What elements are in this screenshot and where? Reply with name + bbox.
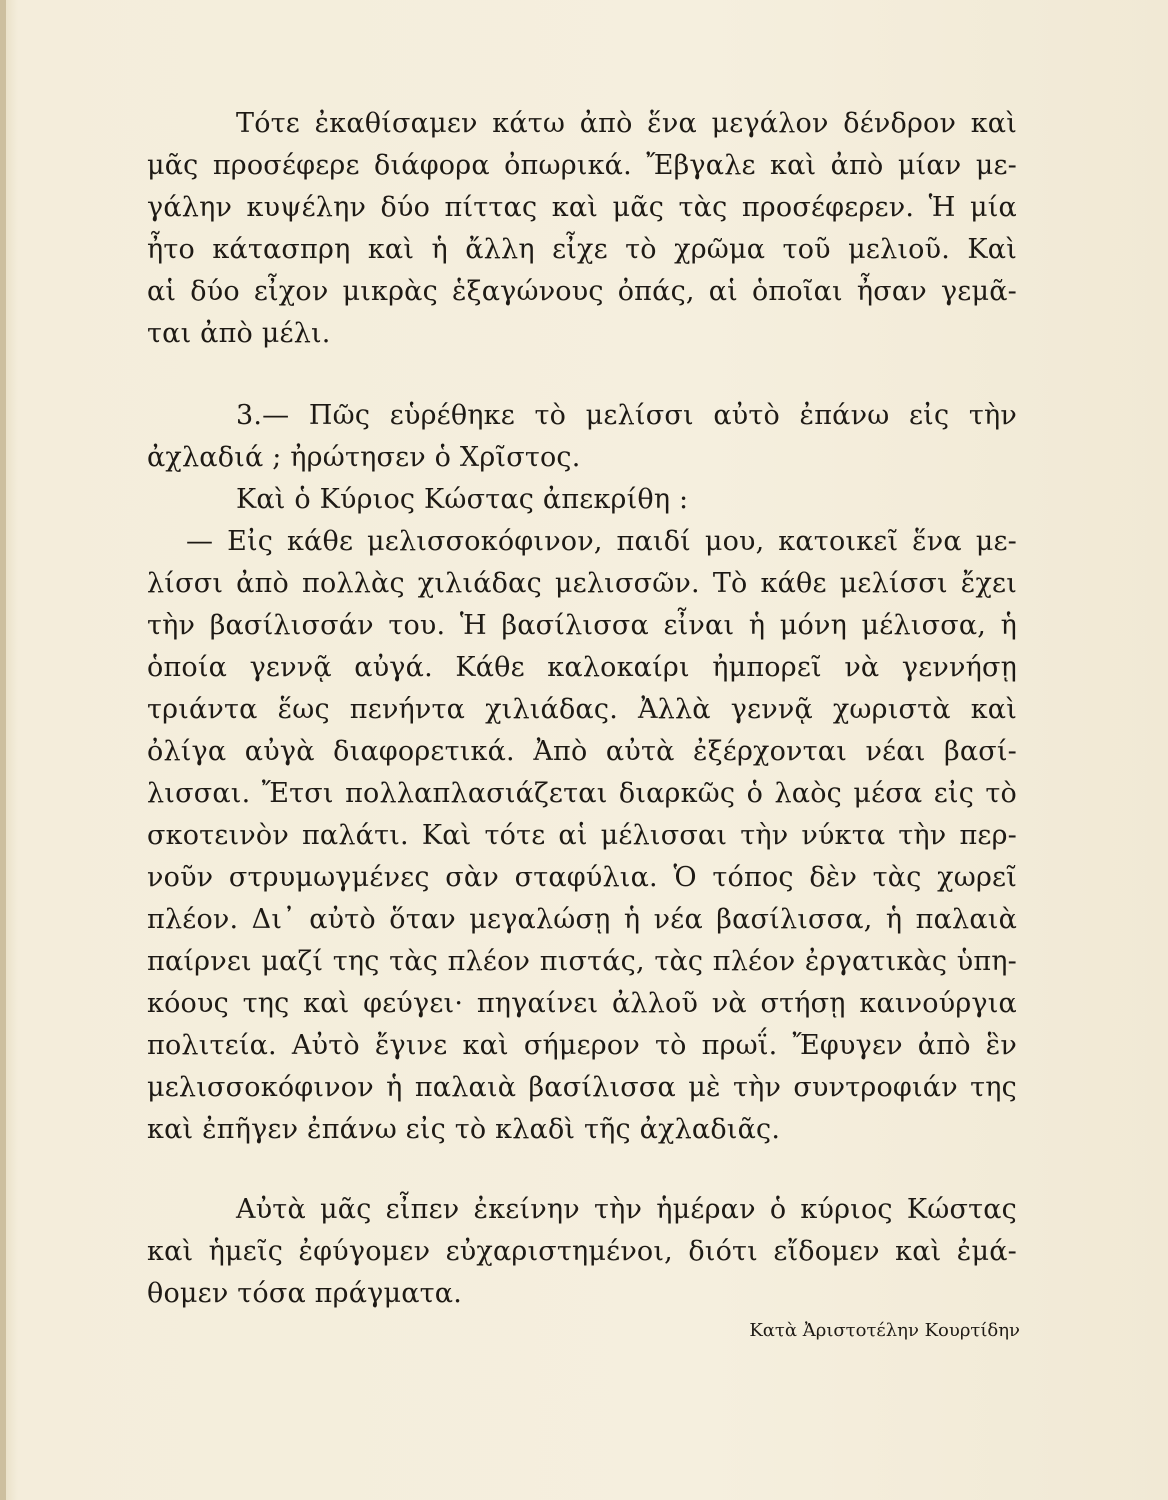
text-line: σκοτεινὸν παλάτι. Καὶ τότε αἱ μέλισσαι τὴν νύκτα τὴν περ-: [147, 820, 1017, 851]
text-line: τριάντα ἕως πενήντα χιλιάδας. Ἀλλὰ γεννᾷ χωριστὰ καὶ: [147, 694, 1017, 725]
text-line: ται ἀπὸ μέλι.: [147, 318, 331, 349]
text-line: ὀλίγα αὐγὰ διαφορετικά. Ἀπὸ αὐτὰ ἐξέρχονται νέαι βασί-: [147, 736, 1017, 767]
text-line: γάλην κυψέλην δύο πίττας καὶ μᾶς τὰς προσέφερεν. Ἡ μία: [147, 192, 1017, 223]
author-attribution: Κατὰ Ἀριστοτέλην Κουρτίδην: [749, 1320, 1020, 1341]
text-line: καὶ ἐπῆγεν ἐπάνω εἰς τὸ κλαδὶ τῆς ἀχλαδιᾶς.: [147, 1114, 781, 1145]
text-line: πολιτεία. Αὐτὸ ἔγινε καὶ σήμερον τὸ πρωΐ. Ἔφυγεν ἀπὸ ἓν: [147, 1030, 1017, 1061]
page-binding-edge: [0, 0, 6, 1500]
text-line: πλέον. Δι᾽ αὐτὸ ὅταν μεγαλώσῃ ἡ νέα βασίλισσα, ἡ παλαιὰ: [147, 904, 1017, 935]
text-line: μελισσοκόφινον ἡ παλαιὰ βασίλισσα μὲ τὴν συντροφιάν της: [147, 1072, 1017, 1103]
text-line: μᾶς προσέφερε διάφορα ὀπωρικά. Ἔβγαλε καὶ ἀπὸ μίαν με-: [147, 150, 1017, 181]
text-line: ἀχλαδιά ; ἠρώτησεν ὁ Χρῖστος.: [147, 442, 581, 473]
text-line: νοῦν στρυμωγμένες σὰν σταφύλια. Ὁ τόπος δὲν τὰς χωρεῖ: [147, 862, 1017, 893]
text-line: λίσσι ἀπὸ πολλὰς χιλιάδας μελισσῶν. Τὸ κάθε μελίσσι ἔχει: [147, 568, 1017, 599]
text-line: ἦτο κάτασπρη καὶ ἡ ἄλλη εἶχε τὸ χρῶμα τοῦ μελιοῦ. Καὶ: [147, 234, 1017, 265]
text-line: θομεν τόσα πράγματα.: [147, 1278, 463, 1309]
text-line: 3.— Πῶς εὑρέθηκε τὸ μελίσσι αὐτὸ ἐπάνω εἰς τὴν: [236, 400, 1017, 431]
text-line: λισσαι. Ἔτσι πολλαπλασιάζεται διαρκῶς ὁ λαὸς μέσα εἰς τὸ: [147, 778, 1017, 809]
text-line: Καὶ ὁ Κύριος Κώστας ἀπεκρίθη :: [236, 484, 689, 515]
text-line: καὶ ἡμεῖς ἐφύγομεν εὐχαριστημένοι, διότι εἴδομεν καὶ ἐμά-: [147, 1236, 1017, 1267]
text-line: αἱ δύο εἶχον μικρὰς ἑξαγώνους ὀπάς, αἱ ὁποῖαι ἦσαν γεμᾶ-: [147, 276, 1017, 307]
text-line: Τότε ἐκαθίσαμεν κάτω ἀπὸ ἕνα μεγάλον δένδρον καὶ: [236, 108, 1017, 139]
text-line: παίρνει μαζί της τὰς πλέον πιστάς, τὰς πλέον ἐργατικὰς ὑπη-: [147, 946, 1017, 977]
text-line: — Εἰς κάθε μελισσοκόφινον, παιδί μου, κατοικεῖ ἕνα με-: [186, 526, 1017, 557]
text-line: Αὐτὰ μᾶς εἶπεν ἐκείνην τὴν ἡμέραν ὁ κύριος Κώστας: [236, 1194, 1017, 1225]
text-line: κόους της καὶ φεύγει· πηγαίνει ἀλλοῦ νὰ στήσῃ καινούργια: [147, 988, 1017, 1019]
text-line: ὁποία γεννᾷ αὐγά. Κάθε καλοκαίρι ἠμπορεῖ νὰ γεννήσῃ: [147, 652, 1017, 683]
text-line: τὴν βασίλισσάν του. Ἡ βασίλισσα εἶναι ἡ μόνη μέλισσα, ἡ: [147, 610, 1017, 641]
